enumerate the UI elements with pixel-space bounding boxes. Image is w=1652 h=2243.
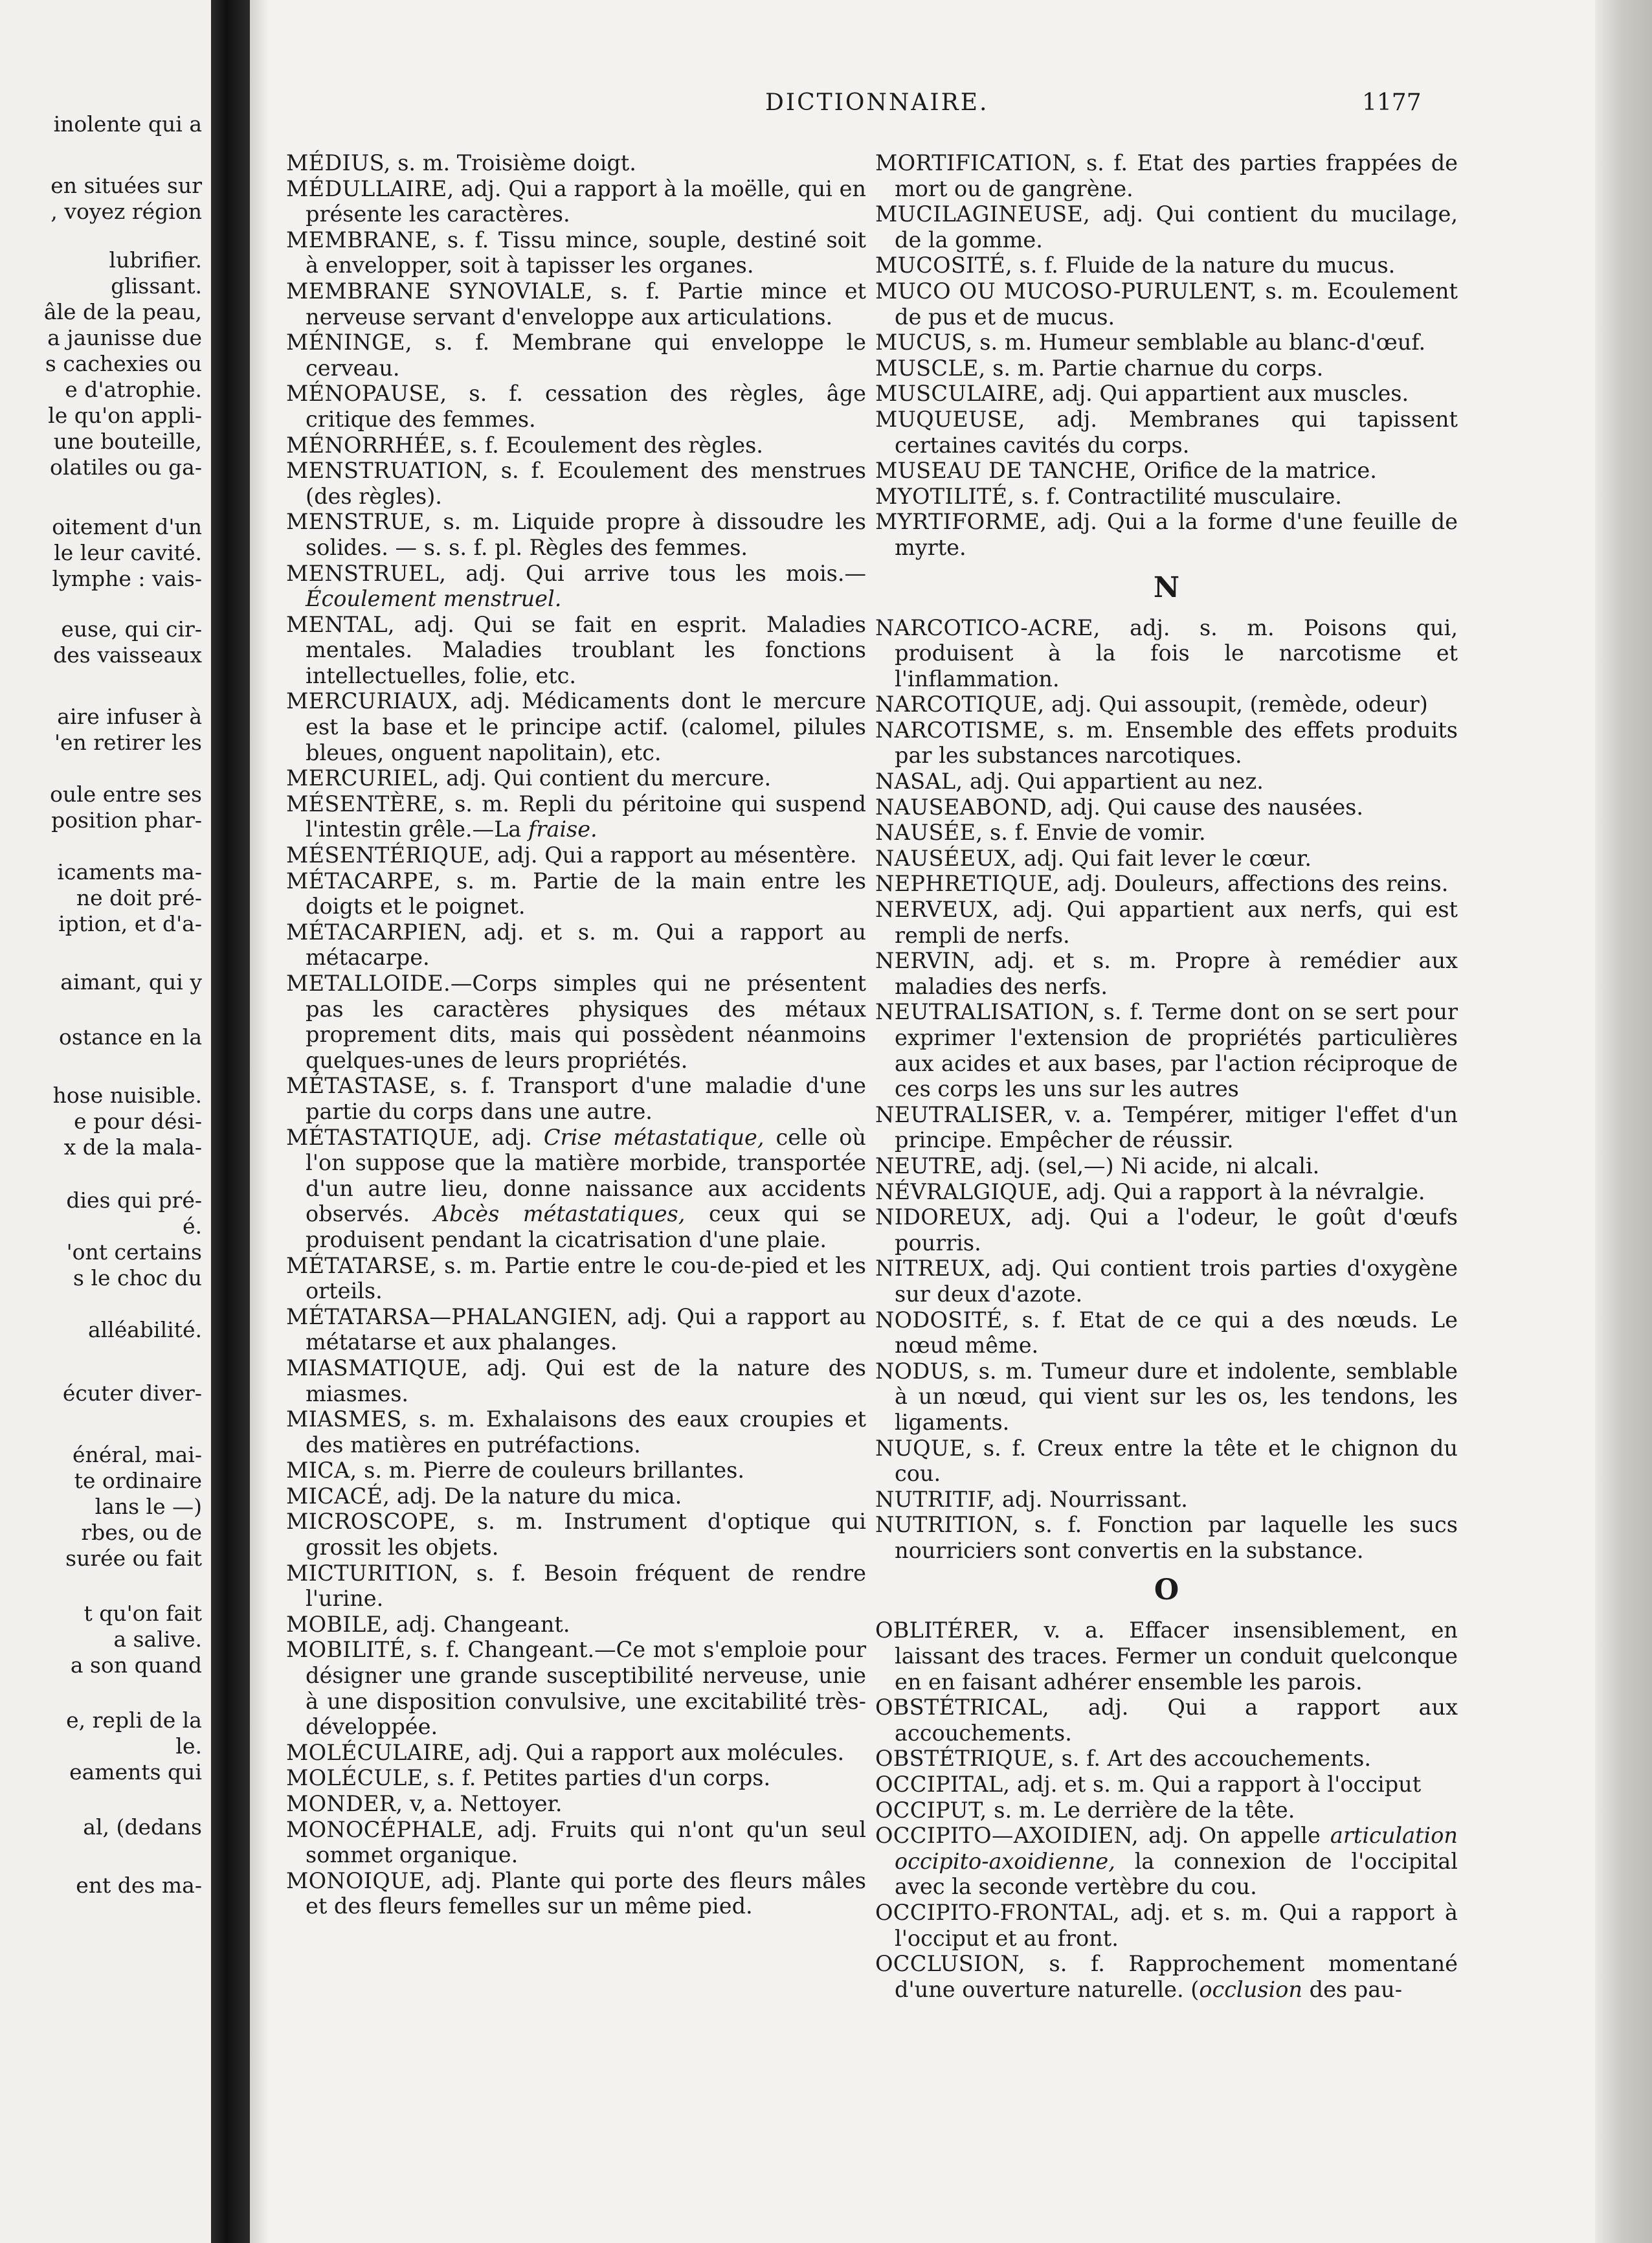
entry-definition: v. a. Effacer insensiblement, en laissant des traces. Fermer un conduit quelconque en en faisant adhérer ensemble les parois. [895, 1617, 1458, 1695]
entry-definition: adj. Qui a rapport à la moëlle, qui en présente les caractères. [306, 175, 866, 227]
entry-definition: s. f. Creux entre la tête et le chignon du cou. [895, 1435, 1458, 1487]
dictionary-entry [875, 1102, 1458, 1153]
dictionary-entry [286, 330, 866, 381]
entry-headword: OCCIPUT, [875, 1797, 987, 1823]
entry-headword: NEUTRALISER, [875, 1101, 1055, 1127]
entry-definition: s. m. Le derrière de la tête. [987, 1797, 1295, 1823]
entry-definition: adj. Douleurs, affections des reins. [1060, 871, 1449, 897]
entries-o [875, 1617, 1458, 2002]
previous-page-line: rbes, ou de [81, 1520, 202, 1545]
dictionary-entry [875, 509, 1458, 560]
entry-italic: fraise. [528, 817, 597, 842]
dictionary-entry [286, 688, 866, 765]
dictionary-entry [286, 868, 866, 919]
dictionary-entry [286, 1740, 866, 1766]
dictionary-entry [286, 1304, 866, 1355]
dictionary-entry [875, 1436, 1458, 1487]
entry-italic: Abcès métastatiques, [433, 1201, 686, 1227]
entry-headword: NUQUE, [875, 1435, 973, 1461]
entry-headword: NIDOREUX, [875, 1204, 1012, 1230]
entry-headword: MOLÉCULAIRE, [286, 1739, 471, 1765]
dictionary-entry [875, 1153, 1458, 1179]
previous-page-line: a salive. [113, 1627, 202, 1652]
entry-definition: adj. Membranes qui tapissent certaines cavités du corps. [895, 406, 1458, 458]
previous-page-line: ostance en la [59, 1024, 202, 1050]
dictionary-entry [286, 176, 866, 227]
entry-headword: MOBILE, [286, 1611, 390, 1637]
dictionary-entry [286, 1817, 866, 1868]
dictionary-entry [875, 1617, 1458, 1695]
entry-definition: adj. Qui est de la nature des miasmes. [306, 1355, 866, 1406]
entry-headword: MENTAL, [286, 611, 395, 637]
previous-page-line: ent des ma- [76, 1873, 202, 1898]
entry-definition: s. f. Besoin fréquent de rendre l'urine. [306, 1560, 866, 1612]
previous-page-line: al, (dedans [83, 1814, 202, 1840]
page-header [250, 89, 1652, 122]
entry-headword: MÉTATARSA—PHALANGIEN, [286, 1303, 618, 1329]
previous-page-line: oule entre ses [50, 782, 202, 807]
entry-definition-cont: ceux qui se produisent pendant la cicatrisation d'une plaie. [306, 1201, 866, 1252]
entry-headword: OCCLUSION, [875, 1951, 1025, 1977]
entry-definition: adj. Qui assoupit, (remède, odeur) [1044, 692, 1428, 717]
entry-definition: s. f. Envie de vomir. [983, 820, 1206, 846]
entry-definition: s. f. Tissu mince, souple, destiné soit à envelopper, soit à tapisser les organes. [306, 227, 866, 278]
entries-m [875, 150, 1458, 561]
entry-definition: s. f. Etat des parties frappées de mort ou de gangrène. [895, 150, 1458, 201]
previous-page-line: une bouteille, [53, 429, 202, 454]
entry-definition: s. f. Changeant.—Ce mot s'emploie pour désigner une grande susceptibilité nerveuse, unie à une disposition convulsive, une excitabilité très-développée. [306, 1637, 866, 1740]
entry-headword: MYRTIFORME, [875, 509, 1047, 535]
entry-definition: s. f. cessation des règles, âge critique des femmes. [306, 381, 866, 432]
left-column [286, 150, 866, 1919]
entry-headword: MORTIFICATION, [875, 150, 1077, 175]
dictionary-entry [286, 433, 866, 458]
entry-headword: MUCOSITÉ, [875, 253, 1012, 278]
previous-page-line: aimant, qui y [60, 969, 202, 995]
entry-definition: adj. Qui appartient au nez. [963, 769, 1264, 795]
entry-definition: adj. Qui arrive tous les mois.— [446, 560, 866, 586]
dictionary-entry [286, 1868, 866, 1919]
entry-headword: NEUTRE, [875, 1153, 983, 1178]
previous-page-line: âle de la peau, [43, 299, 202, 324]
dictionary-entry [286, 561, 866, 612]
entry-definition: s. f. Ecoulement des menstrues (des règles). [306, 458, 866, 509]
entry-headword: MENSTRUATION, [286, 458, 489, 484]
dictionary-entry [286, 791, 866, 842]
dictionary-entry [286, 1791, 866, 1817]
previous-page-line: olatiles ou ga- [50, 455, 202, 480]
dictionary-entry [875, 846, 1458, 872]
dictionary-entry [286, 1355, 866, 1406]
entry-definition: Orifice de la matrice. [1137, 458, 1377, 484]
previous-page-line: e d'atrophie. [65, 377, 202, 402]
entry-italic: occlusion [1199, 1976, 1302, 2002]
dictionary-entry [875, 1204, 1458, 1256]
entry-definition: s. f. Terme dont on se sert pour exprimer l'extension de propriétés particulières aux acides et aux bases, par l'action réciproque de ces corps les uns sur les autres [895, 999, 1458, 1102]
dictionary-entry [875, 278, 1458, 330]
entry-definition: adj. (sel,—) Ni acide, ni alcali. [983, 1153, 1320, 1178]
entry-headword: MONOIQUE, [286, 1867, 432, 1893]
dictionary-entry [286, 1125, 866, 1253]
dictionary-entry [875, 1695, 1458, 1746]
entry-headword: MICTURITION, [286, 1560, 459, 1586]
dictionary-entry [286, 919, 866, 971]
entry-headword: MICROSCOPE, [286, 1509, 456, 1535]
previous-page-line: é. [182, 1213, 202, 1239]
entry-headword: MUCILAGINEUSE, [875, 201, 1091, 227]
previous-page-line: a jaunisse due [47, 325, 202, 350]
previous-page-line: le. [175, 1733, 202, 1759]
dictionary-entry [875, 381, 1458, 407]
entry-headword: NITREUX, [875, 1256, 992, 1281]
dictionary-entry [286, 1509, 866, 1560]
page-gutter [250, 0, 269, 2243]
dictionary-entry [286, 1073, 866, 1124]
dictionary-entry [286, 227, 866, 278]
entries-n [875, 615, 1458, 1564]
entry-definition-cont: la connexion de l'occipital avec la seconde vertèbre du cou. [895, 1848, 1458, 1900]
entry-headword: MIASMATIQUE, [286, 1355, 469, 1381]
entry-headword: MÉSENTÈRE, [286, 791, 445, 817]
dictionary-entry [875, 795, 1458, 820]
entry-headword: MÉTACARPE, [286, 868, 441, 894]
entry-headword: MÉTATARSE, [286, 1252, 437, 1278]
dictionary-entry [286, 971, 866, 1073]
entry-headword: MUSCLE, [875, 355, 986, 381]
entry-headword: OBSTÉTRICAL, [875, 1695, 1049, 1720]
entry-definition: s. f. Transport d'une maladie d'une partie du corps dans une autre. [306, 1073, 866, 1124]
entry-definition: adj. Nourrissant. [995, 1486, 1188, 1512]
section-letter-o: O [1154, 1573, 1179, 1607]
entry-definition: adj. Fruits qui n'ont qu'un seul sommet organique. [306, 1816, 866, 1868]
dictionary-entry [875, 897, 1458, 948]
previous-page-line: alléabilité. [87, 1317, 202, 1342]
entry-headword: OCCIPITO—AXOIDIEN, [875, 1823, 1139, 1849]
page-edge [1595, 0, 1652, 2243]
entry-definition: s. m. Exhalaisons des eaux croupies et des matières en putréfactions. [306, 1406, 866, 1458]
entry-definition: s. m. Tumeur dure et indolente, semblable à un nœud, qui vient sur les os, les tendons, les ligaments. [895, 1358, 1458, 1435]
previous-page-line: eaments qui [69, 1759, 202, 1785]
dictionary-entry [286, 1561, 866, 1612]
dictionary-entry [875, 769, 1458, 795]
entry-italic: Écoulement menstruel. [306, 586, 562, 612]
previous-page-line: icaments ma- [57, 859, 202, 885]
entry-definition: s. f. Membrane qui enveloppe le cerveau. [306, 330, 866, 381]
entry-definition: v, a. Nettoyer. [403, 1791, 563, 1816]
dictionary-entry [286, 1765, 866, 1791]
entry-definition: s. f. Contractilité musculaire. [1014, 483, 1342, 509]
entry-headword: OCCIPITO-FRONTAL, [875, 1900, 1121, 1925]
entry-headword: NAUSÉEUX, [875, 845, 1018, 871]
entry-headword: MÉTASTASE, [286, 1073, 437, 1099]
dictionary-entry [875, 1256, 1458, 1307]
entry-headword: NASAL, [875, 769, 963, 795]
entry-definition-cont: des pau- [1302, 1976, 1403, 2002]
entry-definition: adj. Qui fait lever le cœur. [1017, 845, 1312, 871]
entry-headword: NAUSEABOND, [875, 794, 1053, 820]
entry-italic: Crise métastatique, [543, 1124, 765, 1150]
entry-headword: NÉVRALGIQUE, [875, 1178, 1060, 1204]
entry-definition: adj. Qui a rapport au métatarse et aux phalanges. [306, 1303, 866, 1355]
entry-definition: s. f. Ecoulement des règles. [452, 432, 763, 458]
entry-definition: s. m. Partie entre le cou-de-pied et les orteils. [306, 1252, 866, 1304]
entry-definition: adj. Qui a l'odeur, le goût d'œufs pourris. [895, 1204, 1458, 1256]
dictionary-entry [875, 407, 1458, 458]
entry-definition: adj. Qui se fait en esprit. Maladies mentales. Maladies troublant les fonctions intellectuelles, folie, etc. [306, 611, 866, 688]
dictionary-entry [286, 509, 866, 560]
entry-headword: MONOCÉPHALE, [286, 1816, 484, 1842]
right-column [875, 150, 1458, 2002]
previous-page-fragment [0, 0, 211, 2243]
entry-definition: s. f. Etat de ce qui a des nœuds. Le nœud même. [895, 1307, 1458, 1358]
entry-headword: MÉNORRHÉE, [286, 432, 453, 458]
entry-headword: MÉTASTATIQUE, [286, 1124, 480, 1150]
previous-page-line: t qu'on fait [84, 1601, 202, 1626]
entry-headword: MICACÉ, [286, 1483, 390, 1509]
entry-headword: MÉNOPAUSE, [286, 381, 447, 407]
previous-page-line: s le choc du [73, 1265, 202, 1291]
entry-headword: NEUTRALISATION, [875, 999, 1095, 1025]
previous-page-line: lymphe : vais- [52, 566, 202, 591]
entry-headword: MUSEAU DE TANCHE, [875, 458, 1137, 484]
previous-page-line: 'en retirer les [54, 730, 202, 755]
entry-headword: MUSCULAIRE, [875, 381, 1045, 407]
entry-definition: s. f. Art des accouchements. [1055, 1746, 1371, 1772]
entry-headword: OBLITÉRER, [875, 1617, 1020, 1643]
entry-headword: MEMBRANE, [286, 227, 438, 253]
dictionary-entry [286, 612, 866, 689]
entry-definition: s. f. Rapprochement momentané d'une ouverture naturelle. ( [895, 1951, 1458, 2002]
entry-definition: s. m. Ensemble des effets produits par les substances narcotiques. [895, 717, 1458, 769]
dictionary-entry [875, 1900, 1458, 1951]
entry-headword: OBSTÉTRIQUE, [875, 1746, 1055, 1772]
entry-headword: NODOSITÉ, [875, 1307, 1010, 1333]
entry-headword: MENSTRUE, [286, 509, 432, 535]
entry-definition: s. m. Partie de la main entre les doigts et le poignet. [306, 868, 866, 919]
dictionary-entry [875, 615, 1458, 692]
previous-page-line: x de la mala- [63, 1134, 202, 1160]
previous-page-line: iption, et d'a- [58, 911, 202, 936]
dictionary-entry [875, 1179, 1458, 1205]
entry-headword: MOLÉCULE, [286, 1765, 430, 1791]
entry-headword: NERVIN, [875, 948, 976, 974]
previous-page-line: lubrifier. [109, 247, 202, 273]
entry-definition: adj. et s. m. Qui a rapport à l'occiput [1010, 1772, 1422, 1798]
previous-page-line: a son quand [70, 1652, 202, 1678]
entry-definition: adj. s. m. Poisons qui, produisent à la fois le narcotisme et l'inflammation. [895, 614, 1458, 692]
entry-definition: adj. Qui contient du mercure. [439, 765, 772, 791]
entry-headword: MERCURIEL, [286, 765, 440, 791]
entry-definition: adj. Médicaments dont le mercure est la base et le principe actif. (calomel, pilules bleues, onguent napolitain), etc. [306, 688, 866, 765]
entry-definition: s. m. Liquide propre à dissoudre les solides. — s. s. f. pl. Règles des femmes. [306, 509, 866, 560]
entry-headword: NAUSÉE, [875, 820, 983, 846]
entry-headword: MENSTRUEL, [286, 560, 447, 586]
dictionary-entry [875, 1512, 1458, 1563]
entry-headword: OCCIPITAL, [875, 1772, 1010, 1798]
dictionary-entry [875, 1487, 1458, 1513]
entry-headword: MERCURIAUX, [286, 688, 459, 714]
dictionary-entry [286, 765, 866, 791]
entry-headword: MEMBRANE SYNOVIALE, [286, 278, 593, 304]
entry-definition: adj. Plante qui porte des fleurs mâles et des fleurs femelles sur un même pied. [306, 1867, 866, 1919]
dictionary-entry [286, 1406, 866, 1458]
entry-headword: MÉSENTÉRIQUE, [286, 842, 491, 868]
previous-page-line: lans le —) [95, 1494, 202, 1519]
previous-page-line: le qu'on appli- [48, 403, 202, 428]
entry-definition: s. f. Fonction par laquelle les sucs nourriciers sont convertis en la substance. [895, 1512, 1458, 1563]
entry-definition: adj. Qui cause des nausées. [1053, 794, 1364, 820]
dictionary-entry [875, 458, 1458, 484]
dictionary-entry [286, 842, 866, 868]
entry-definition: s. m. Partie charnue du corps. [985, 355, 1324, 381]
dictionary-entry [875, 999, 1458, 1101]
entry-headword: MIASMES, [286, 1406, 408, 1432]
entry-definition: s. f. Partie mince et nerveuse servant d'enveloppe aux articulations. [306, 278, 866, 330]
dictionary-entry [286, 278, 866, 330]
previous-page-line: oitement d'un [52, 514, 202, 539]
entry-definition: s. f. Fluide de la nature du mucus. [1012, 253, 1396, 278]
entry-definition: adj. et s. m. Propre à remédier aux maladies des nerfs. [895, 948, 1458, 999]
dictionary-entry [875, 484, 1458, 510]
entry-headword: NARCOTICO-ACRE, [875, 614, 1100, 640]
entry-headword: NODUS, [875, 1358, 970, 1384]
dictionary-entry [875, 717, 1458, 769]
previous-page-line: le leur cavité. [54, 540, 202, 565]
dictionary-entry [875, 948, 1458, 999]
previous-page-line: e, repli de la [66, 1708, 202, 1733]
entry-definition: adj. Qui a rapport à la névralgie. [1059, 1178, 1425, 1204]
entry-definition: adj. Qui a rapport aux molécules. [471, 1739, 845, 1765]
entry-headword: MYOTILITÉ, [875, 483, 1015, 509]
dictionary-entry [875, 1307, 1458, 1358]
dictionary-entry [286, 1458, 866, 1483]
previous-page-line: inolente qui a [53, 111, 202, 137]
entry-headword: MONDER, [286, 1791, 403, 1816]
previous-page-line: énéral, mai- [73, 1442, 202, 1467]
page-number: 1177 [1362, 89, 1422, 116]
entry-headword: MICA, [286, 1458, 357, 1483]
dictionary-entry [875, 1951, 1458, 2002]
dictionary-entry [875, 355, 1458, 381]
entry-definition: adj. Qui a la forme d'une feuille de myrte. [895, 509, 1458, 560]
entry-headword: NEPHRETIQUE, [875, 871, 1060, 897]
previous-page-line: ne doit pré- [76, 885, 202, 910]
dictionary-entry [286, 1483, 866, 1509]
dictionary-entry [875, 692, 1458, 717]
entry-headword: METALLOIDE. [286, 971, 451, 996]
dictionary-entry [875, 201, 1458, 253]
previous-page-line: 'ont certains [66, 1239, 202, 1265]
entry-headword: MOBILITÉ, [286, 1637, 413, 1663]
previous-page-line: dies qui pré- [66, 1188, 202, 1213]
entry-definition: s. f. Petites parties d'un corps. [430, 1765, 771, 1791]
previous-page-line: , voyez région [50, 199, 202, 224]
entry-headword: MÉDULLAIRE, [286, 175, 454, 201]
previous-page-line: hose nuisible. [52, 1083, 202, 1108]
entry-definition: —Corps simples qui ne présentent pas les caractères physiques des métaux proprement dits, mais qui possèdent néanmoins quelques-unes de leurs propriétés. [306, 971, 866, 1073]
dictionary-entry [875, 1798, 1458, 1823]
previous-page-line: s cachexies ou [45, 351, 202, 376]
dictionary-entry [286, 458, 866, 509]
book-spine-shadow [211, 0, 250, 2243]
entry-headword: MUCO OU MUCOSO-PURULENT, [875, 278, 1257, 304]
entry-definition: s. m. Instrument d'optique qui grossit les objets. [306, 1509, 866, 1561]
previous-page-line: e pour dési- [74, 1109, 202, 1134]
entry-definition: adj. Qui contient trois parties d'oxygène sur deux d'azote. [895, 1256, 1458, 1307]
entry-definition-cont: celle où l'on suppose que la matière morbide, transportée d'un autre lieu, donne naissance aux accidents observés. [306, 1124, 866, 1227]
previous-page-line: te ordinaire [74, 1468, 202, 1493]
dictionary-entry [875, 1823, 1458, 1900]
previous-page-line: glissant. [111, 273, 202, 299]
entry-definition: adj. [480, 1124, 544, 1150]
entry-headword: MÉNINGE, [286, 330, 412, 355]
entry-headword: NARCOTIQUE, [875, 692, 1045, 717]
entry-definition: adj. Qui appartient aux muscles. [1045, 381, 1409, 407]
dictionary-entry [875, 1746, 1458, 1772]
dictionary-entry [875, 1358, 1458, 1436]
entry-headword: NUTRITIF, [875, 1486, 996, 1512]
entry-definition: adj. et s. m. Qui a rapport au métacarpe. [306, 919, 866, 971]
previous-page-line: en situées sur [50, 173, 202, 198]
entry-definition: adj. et s. m. Qui a rapport à l'occiput et au front. [895, 1900, 1458, 1951]
entry-headword: MÉTACARPIEN, [286, 919, 468, 945]
previous-page-line: écuter diver- [62, 1381, 202, 1406]
dictionary-entry [286, 1637, 866, 1739]
dictionary-entry [875, 150, 1458, 201]
entry-definition: adj. Qui appartient aux nerfs, qui est rempli de nerfs. [895, 897, 1458, 948]
entry-headword: NERVEUX, [875, 897, 999, 923]
dictionary-entry [875, 1772, 1458, 1798]
dictionary-entry [286, 150, 866, 176]
previous-page-line: surée ou fait [65, 1546, 202, 1571]
entry-definition: s. m. Repli du péritoine qui suspend l'intestin grêle.—La [306, 791, 866, 842]
entry-definition: adj. Qui a rapport au mésentère. [490, 842, 857, 868]
entry-definition: adj. Changeant. [389, 1611, 570, 1637]
dictionary-page [250, 0, 1652, 2243]
entry-italic: articulation occipito-axoidienne, [895, 1823, 1458, 1874]
running-title: DICTIONNAIRE. [765, 89, 989, 116]
entry-definition: adj. De la nature du mica. [390, 1483, 682, 1509]
dictionary-entry [286, 381, 866, 432]
previous-page-line: aire infuser à [57, 704, 202, 729]
entry-definition: s. m. Troisième doigt. [390, 150, 636, 175]
dictionary-entry [875, 820, 1458, 846]
entry-definition: s. m. Ecoulement de pus et de mucus. [895, 278, 1458, 330]
previous-page-line: euse, qui cir- [61, 616, 202, 642]
entry-headword: NARCOTISME, [875, 717, 1046, 743]
dictionary-entry [875, 330, 1458, 355]
dictionary-entry [875, 871, 1458, 897]
previous-page-line: position phar- [51, 807, 202, 833]
entry-definition: adj. On appelle [1138, 1823, 1330, 1849]
previous-page-line: des vaisseaux [53, 642, 202, 668]
entry-headword: MUCUS, [875, 330, 973, 355]
entry-definition: adj. Qui a rapport aux accouchements. [895, 1695, 1458, 1746]
entry-definition: adj. Qui contient du mucilage, de la gomme. [895, 201, 1458, 253]
dictionary-entry [875, 253, 1458, 278]
entry-headword: MUQUEUSE, [875, 406, 1025, 432]
dictionary-entry [286, 1253, 866, 1304]
entry-definition: s. m. Humeur semblable au blanc-d'œuf. [972, 330, 1426, 355]
entry-headword: MÉDIUS, [286, 150, 391, 175]
entry-definition: v. a. Tempérer, mitiger l'effet d'un principe. Empêcher de réussir. [895, 1101, 1458, 1153]
dictionary-entry [286, 1612, 866, 1638]
section-letter-n: N [1153, 570, 1180, 604]
entry-definition: s. m. Pierre de couleurs brillantes. [357, 1458, 744, 1483]
entry-headword: NUTRITION, [875, 1512, 1020, 1538]
